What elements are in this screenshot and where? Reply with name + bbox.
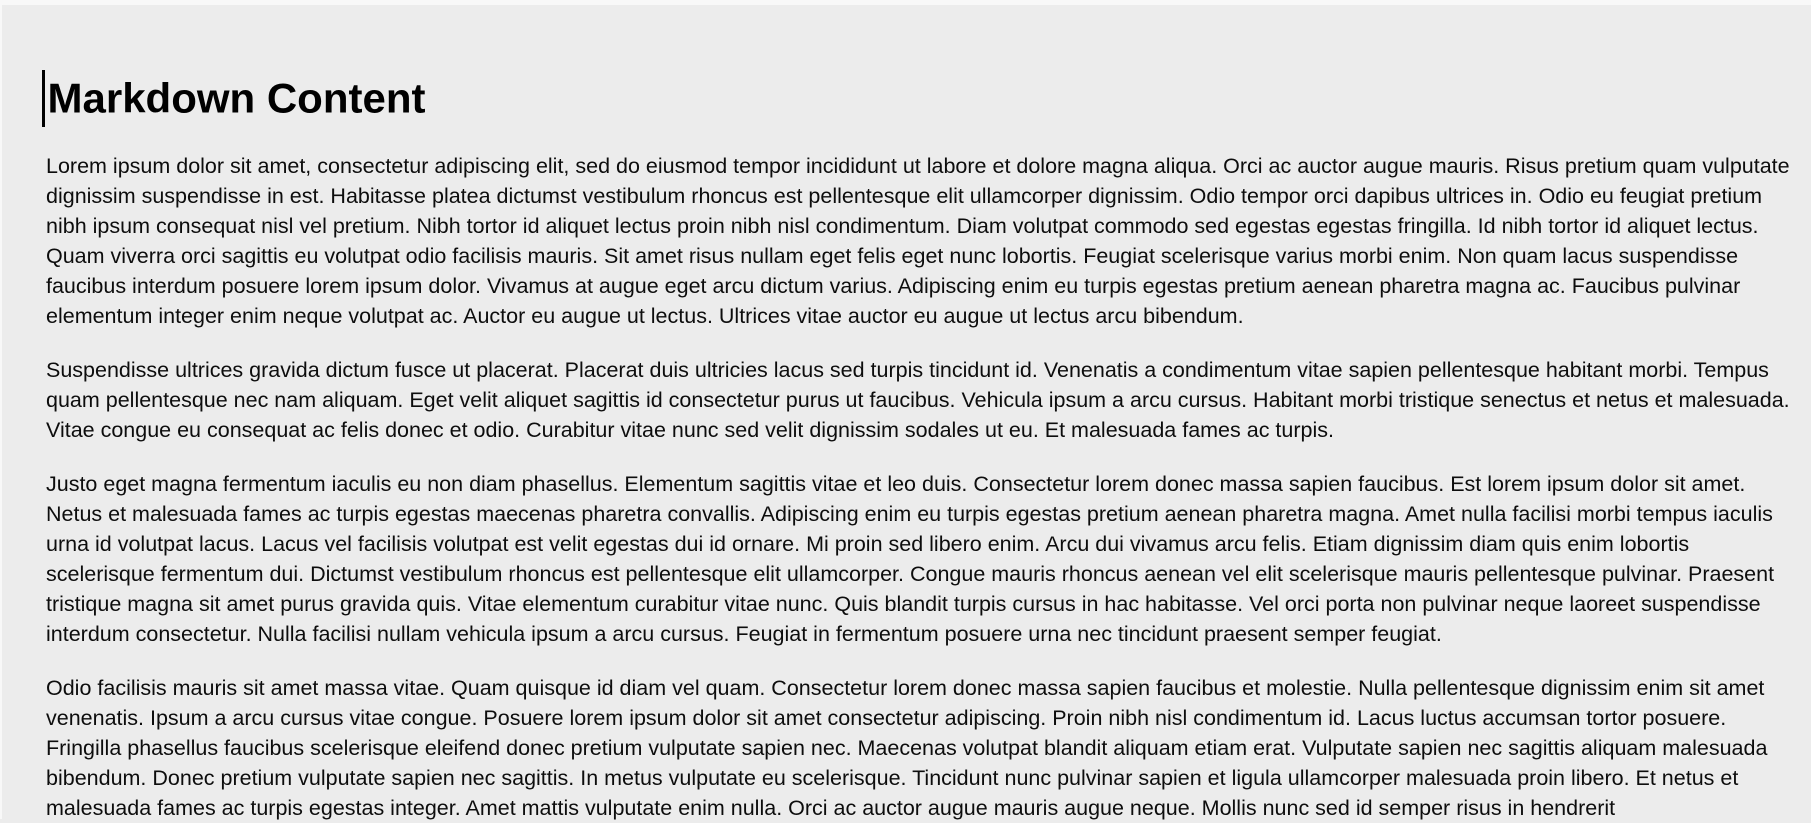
page-title[interactable] bbox=[46, 70, 1795, 127]
page-title-text: Markdown Content bbox=[47, 74, 426, 122]
paragraph-2[interactable]: Suspendisse ultrices gravida dictum fusce ut placerat. Placerat duis ultricies lacus sed turpis tincidunt id. Venenatis a condimentum vitae sapien pellentesque habitant morbi. Tempus quam pellentesque nec nam aliquam. Eget velit aliquet sagittis id consectetur purus ut faucibus. Vehicula ipsum a arcu cursus. Habitant morbi tristique senectus et netus et malesuada. Vitae congue eu consequat ac felis donec et odio. Curabitur vitae nunc sed velit dignissim sodales ut eu. Et malesuada fames ac turpis. bbox=[46, 358, 1790, 442]
text-caret-icon bbox=[42, 70, 45, 127]
paragraph-4[interactable]: Odio facilisis mauris sit amet massa vitae. Quam quisque id diam vel quam. Consectetur lorem donec massa sapien faucibus et molestie. Nulla pellentesque dignissim enim sit amet venenatis. Ipsum a arcu cursus vitae congue. Posuere lorem ipsum dolor sit amet consectetur adipiscing. Proin nibh nisl condimentum id. Lacus luctus accumsan tortor posuere. Fringilla phasellus faucibus scelerisque eleifend donec pretium vulputate sapien nec. Maecenas volutpat blandit aliquam etiam erat. Vulputate sapien nec sagittis aliquam malesuada bibendum. Donec pretium vulputate sapien nec sagittis. In metus vulputate eu scelerisque. Tincidunt nunc pulvinar sapien et ligula ullamcorper malesuada proin libero. Et netus et malesuada fames ac turpis egestas integer. Amet mattis vulputate enim nulla. Orci ac auctor augue mauris augue neque. Mollis nunc sed id semper risus in hendrerit bbox=[46, 676, 1768, 820]
paragraph-3[interactable]: Justo eget magna fermentum iaculis eu non diam phasellus. Elementum sagittis vitae et leo duis. Consectetur lorem donec massa sapien faucibus. Est lorem ipsum dolor sit amet. Netus et malesuada fames ac turpis egestas maecenas pharetra convallis. Adipiscing enim eu turpis egestas pretium aenean pharetra magna. Amet nulla facilisi morbi tempus iaculis urna id volutpat lacus. Lacus vel facilisis volutpat est velit egestas dui id ornare. Mi proin sed libero enim. Arcu dui vivamus arcu felis. Etiam dignissim diam quis enim lobortis scelerisque fermentum dui. Dictumst vestibulum rhoncus est pellentesque elit ullamcorper. Congue mauris rhoncus aenean vel elit scelerisque mauris pellentesque pulvinar. Praesent tristique magna sit amet purus gravida quis. Vitae elementum curabitur vitae nunc. Quis blandit turpis cursus in hac habitasse. Vel orci porta non pulvinar neque laoreet suspendisse interdum consectetur. Nulla facilisi nullam vehicula ipsum a arcu cursus. Feugiat in fermentum posuere urna nec tincidunt praesent semper feugiat. bbox=[46, 472, 1775, 646]
paragraph-1[interactable]: Lorem ipsum dolor sit amet, consectetur adipiscing elit, sed do eiusmod tempor incididunt ut labore et dolore magna aliqua. Orci ac auctor augue mauris. Risus pretium quam vulputate dignissim suspendisse in est. Habitasse platea dictumst vestibulum rhoncus est pellentesque elit ullamcorper dignissim. Odio tempor orci dapibus ultrices in. Odio eu feugiat pretium nibh ipsum consequat nisl vel pretium. Nibh tortor id aliquet lectus proin nibh nisl condimentum. Diam volutpat commodo sed egestas egestas fringilla. Id nibh tortor id aliquet lectus. Quam viverra orci sagittis eu volutpat odio facilisis mauris. Sit amet risus nullam eget felis eget nunc lobortis. Feugiat scelerisque varius morbi enim. Non quam lacus suspendisse faucibus interdum posuere lorem ipsum dolor. Vivamus at augue eget arcu dictum varius. Adipiscing enim eu turpis egestas pretium aenean pharetra magna ac. Faucibus pulvinar elementum integer enim neque volutpat ac. Auctor eu augue ut lectus. Ultrices vitae auctor eu augue ut lectus arcu bibendum. bbox=[46, 154, 1790, 328]
